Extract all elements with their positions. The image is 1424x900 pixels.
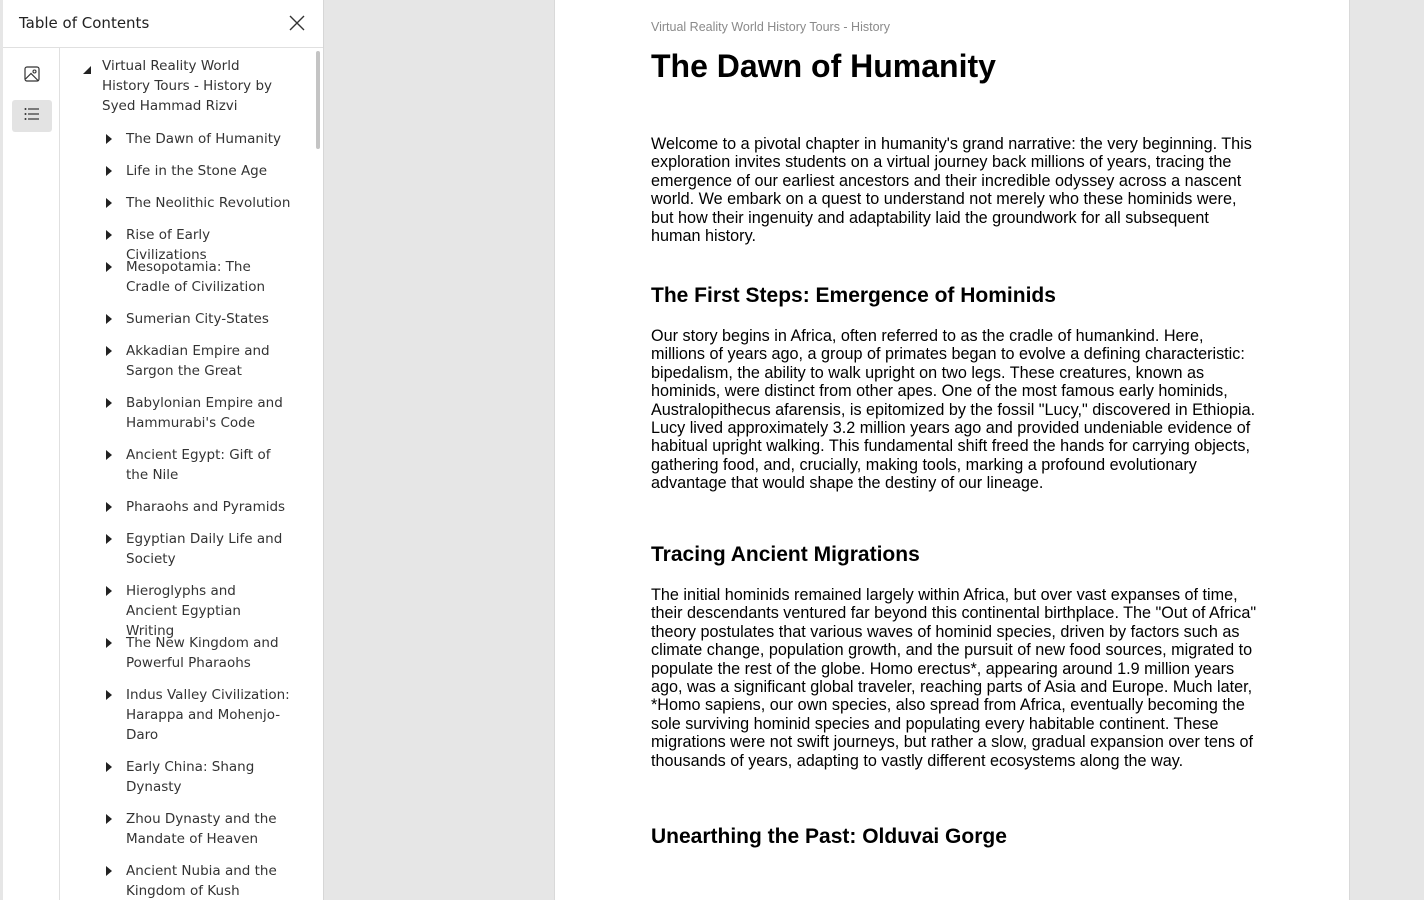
expand-arrow-icon[interactable]: [106, 534, 112, 544]
toc-item-label: Babylonian Empire and Hammurabi's Code: [126, 395, 283, 431]
thumbnails-button[interactable]: [12, 60, 52, 92]
toc-item-label: Ancient Egypt: Gift of the Nile: [126, 447, 271, 483]
document-page: [554, 0, 1350, 900]
toc-item-label: Rise of Early Civilizations: [126, 227, 211, 263]
section-heading: Unearthing the Past: Olduvai Gorge: [651, 825, 1007, 848]
expand-arrow-icon[interactable]: [106, 690, 112, 700]
page-title: The Dawn of Humanity: [651, 48, 996, 84]
section-paragraph: The initial hominids remained largely within Africa, but over vast expanses of time, their descendants ventured far beyond this continental birthplace. The "Out of Africa" theory postulates that various waves of hominid species, driven by factors such as climate change, population growth, and the pursuit of new food sources, migrated to populate the rest of the globe. Homo erectus*, appearing around 1.9 million years ago, was a significant global traveler, reaching parts of Asia and Europe. Much later, *Homo sapiens, our own species, also spread from Africa, eventually becoming the sole surviving hominid species and populating every habitable continent. These migrations were not swift journeys, but rather a slow, gradual expansion over tens of thousands of years, adapting to vastly different ecosystems along the way.: [651, 586, 1257, 770]
toc-item-label: Egyptian Daily Life and Society: [126, 531, 283, 567]
toc-item-label: Life in the Stone Age: [126, 163, 268, 179]
toc-item-label: Akkadian Empire and Sargon the Great: [126, 343, 270, 379]
expand-arrow-icon[interactable]: [106, 134, 112, 144]
sidebar-title: Table of Contents: [19, 14, 150, 32]
toc-item-label: Hieroglyphs and Ancient Egyptian Writing: [126, 583, 241, 639]
sidebar-header: [3, 0, 323, 48]
section-heading: The First Steps: Emergence of Hominids: [651, 284, 1056, 307]
toc-tree: [60, 48, 323, 900]
intro-paragraph: Welcome to a pivotal chapter in humanity's grand narrative: the very beginning. This exploration invites students on a virtual journey back millions of years, tracing the emergence of our earliest ancestors and their incredible odyssey across a nascent world. We embark on a quest to understand not merely who these hominids were, but how their ingenuity and adaptability laid the groundwork for all subsequent human history.: [651, 135, 1252, 246]
image-icon: [23, 65, 41, 88]
section-heading: Tracing Ancient Migrations: [651, 543, 920, 566]
toc-item-label: The New Kingdom and Powerful Pharaohs: [126, 635, 279, 671]
toc-item-label: Zhou Dynasty and the Mandate of Heaven: [126, 811, 277, 847]
toc-item-label: The Neolithic Revolution: [126, 195, 291, 211]
expand-arrow-icon[interactable]: [106, 262, 112, 272]
close-icon[interactable]: [286, 12, 308, 34]
list-icon: [23, 105, 41, 128]
toc-item-label: Sumerian City-States: [126, 311, 269, 327]
running-header: Virtual Reality World History Tours - History: [651, 20, 890, 34]
section-paragraph: Our story begins in Africa, often referred to as the cradle of humankind. Here, millions of years ago, a group of primates began to evolve a defining characteristic: bipedalism, the ability to walk upright on two legs. These creatures, known as hominids, were distinct from other apes. One of the most famous early hominids, Australopithecus afarensis, is epitomized by the fossil "Lucy," discovered in Ethiopia. Lucy lived approximately 3.2 million years ago and provided undeniable evidence of habitual upright walking. This fundamental shift freed the hands for carrying objects, gathering food, and, crucially, making tools, marking a profound evolutionary advantage that would shape the destiny of our lineage.: [651, 327, 1256, 493]
toc-item-label: Pharaohs and Pyramids: [126, 499, 286, 515]
expand-arrow-icon[interactable]: [106, 230, 112, 240]
expand-arrow-icon[interactable]: [106, 586, 112, 596]
expand-arrow-icon[interactable]: [106, 866, 112, 876]
toc-item-label: The Dawn of Humanity: [126, 131, 281, 147]
expand-arrow-icon[interactable]: [106, 638, 112, 648]
expand-arrow-icon[interactable]: [106, 502, 112, 512]
expand-arrow-icon[interactable]: [106, 166, 112, 176]
sidebar-rail: [3, 48, 60, 900]
toc-sidebar: [3, 0, 324, 900]
toc-item-label: Early China: Shang Dynasty: [126, 759, 255, 795]
outline-button[interactable]: [12, 100, 52, 132]
toc-item-label: Indus Valley Civilization: Harappa and Mohenjo-Daro: [126, 687, 290, 743]
toc-root-label: Virtual Reality World History Tours - History by Syed Hammad Rizvi: [102, 58, 273, 114]
collapse-arrow-icon[interactable]: [82, 61, 92, 81]
expand-arrow-icon[interactable]: [106, 314, 112, 324]
expand-arrow-icon[interactable]: [106, 814, 112, 824]
expand-arrow-icon[interactable]: [106, 762, 112, 772]
expand-arrow-icon[interactable]: [106, 198, 112, 208]
expand-arrow-icon[interactable]: [106, 398, 112, 408]
expand-arrow-icon[interactable]: [106, 450, 112, 460]
toc-item-label: Ancient Nubia and the Kingdom of Kush: [126, 863, 277, 899]
expand-arrow-icon[interactable]: [106, 346, 112, 356]
toc-scrollbar[interactable]: [316, 51, 320, 149]
toc-item-label: Mesopotamia: The Cradle of Civilization: [126, 259, 266, 295]
